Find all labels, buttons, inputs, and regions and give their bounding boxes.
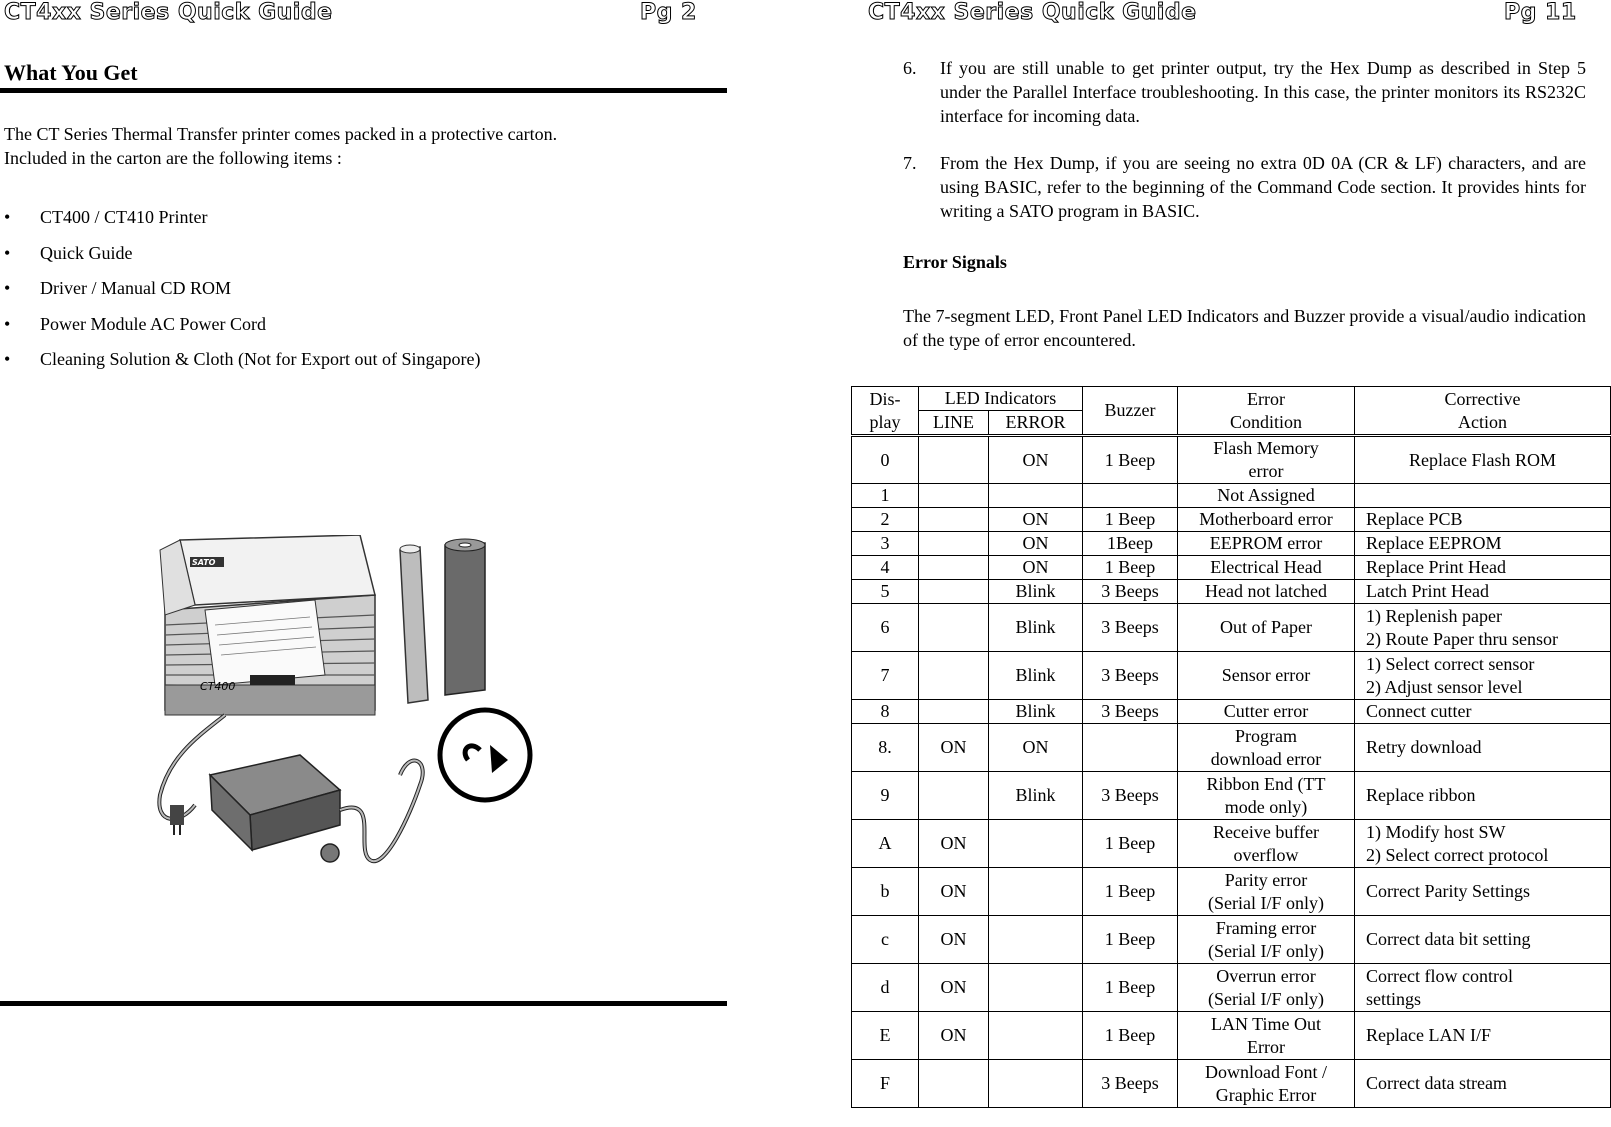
condition-line: (Serial I/F only)	[1208, 892, 1324, 913]
cell-buzzer: 3 Beeps	[1083, 652, 1178, 700]
cell-action	[1355, 556, 1611, 580]
table-row	[852, 1012, 1611, 1060]
cell-condition	[1178, 652, 1355, 700]
cell-condition	[1178, 868, 1355, 916]
condition-line: Not Assigned	[1217, 485, 1315, 505]
condition-line: overflow	[1233, 844, 1299, 865]
cell-buzzer: 1 Beep	[1083, 820, 1178, 868]
cell-display: 4	[852, 556, 919, 580]
condition-line: Flash Memory	[1213, 438, 1319, 458]
intro-text	[4, 122, 704, 170]
action-line: settings	[1366, 988, 1422, 1009]
cell-line	[919, 436, 989, 484]
bullet-icon: •	[4, 278, 11, 298]
cell-line	[919, 508, 989, 532]
error-signals-table	[851, 386, 1611, 1108]
action-line: Correct Parity Settings	[1366, 881, 1530, 901]
header-buzzer: Buzzer	[1083, 387, 1178, 436]
right-page-number: Pg 11	[1504, 0, 1577, 25]
table-row	[852, 868, 1611, 916]
cell-condition	[1178, 724, 1355, 772]
condition-line: Receive buffer	[1212, 821, 1320, 842]
table-row	[852, 724, 1611, 772]
cell-display: 2	[852, 508, 919, 532]
table-row	[852, 604, 1611, 652]
cell-condition	[1178, 1012, 1355, 1060]
action-line: 1) Replenish paper	[1366, 605, 1502, 626]
cell-line: ON	[919, 916, 989, 964]
table-row	[852, 484, 1611, 508]
step-text: From the Hex Dump, if you are seeing no extra 0D 0A (CR & LF) characters, and are using BASIC, refer to the beginning of the Command Code section. It provides hints for writing a SATO program in BASIC.	[940, 153, 1586, 221]
cell-action	[1355, 1060, 1611, 1108]
cell-condition	[1178, 556, 1355, 580]
action-line: 2) Route Paper thru sensor	[1366, 628, 1558, 649]
list-item	[4, 205, 480, 241]
item-label: Driver / Manual CD ROM	[40, 278, 231, 298]
cell-line	[919, 700, 989, 724]
condition-line: Overrun error	[1216, 965, 1316, 986]
header-error-condition: Error Condition	[1178, 387, 1355, 436]
cell-action	[1355, 604, 1611, 652]
cell-line: ON	[919, 868, 989, 916]
step-item	[903, 151, 1586, 223]
item-label: Power Module AC Power Cord	[40, 313, 266, 334]
header-line: LINE	[919, 411, 989, 436]
bullet-icon: •	[4, 242, 11, 263]
top-rule	[0, 88, 727, 93]
cell-buzzer: 1 Beep	[1083, 436, 1178, 484]
step-number: 7.	[903, 153, 917, 173]
cell-error: ON	[989, 724, 1083, 772]
condition-line: Ribbon End (TT	[1206, 773, 1326, 794]
cell-display: 0	[852, 436, 919, 484]
condition-line: Out of Paper	[1220, 617, 1312, 637]
cell-error	[989, 1012, 1083, 1060]
table-row	[852, 436, 1611, 484]
cell-display: A	[852, 820, 919, 868]
cell-line: ON	[919, 724, 989, 772]
cell-error: ON	[989, 556, 1083, 580]
error-signals-heading: Error Signals	[903, 252, 1007, 272]
table-row	[852, 556, 1611, 580]
cell-action	[1355, 724, 1611, 772]
power-module-icon	[159, 715, 422, 862]
list-item	[4, 241, 480, 277]
header-error: ERROR	[989, 411, 1083, 436]
cell-buzzer: 1 Beep	[1083, 916, 1178, 964]
condition-line: Program	[1235, 725, 1297, 746]
printer-kit-drawing	[140, 535, 570, 890]
step-item	[903, 56, 1586, 128]
table-row	[852, 532, 1611, 556]
cell-action	[1355, 868, 1611, 916]
cell-line	[919, 532, 989, 556]
action-line: Replace EEPROM	[1366, 533, 1502, 553]
action-line: 2) Select correct protocol	[1366, 844, 1549, 865]
cell-condition	[1178, 700, 1355, 724]
table-row	[852, 916, 1611, 964]
cell-action	[1355, 484, 1611, 508]
printer-model-text: CT400	[200, 680, 236, 693]
condition-line: error	[1248, 461, 1284, 481]
cell-line	[919, 556, 989, 580]
condition-line: (Serial I/F only)	[1208, 988, 1324, 1009]
package-contents-illustration	[140, 535, 570, 890]
cell-display: 1	[852, 484, 919, 508]
cell-condition	[1178, 436, 1355, 484]
cell-action	[1355, 652, 1611, 700]
table-row	[852, 772, 1611, 820]
cell-buzzer: 1 Beep	[1083, 556, 1178, 580]
cell-buzzer: 3 Beeps	[1083, 700, 1178, 724]
cell-line: ON	[919, 1012, 989, 1060]
condition-line: (Serial I/F only)	[1208, 940, 1324, 961]
table-row	[852, 1060, 1611, 1108]
cell-action	[1355, 436, 1611, 484]
bullet-icon: •	[4, 313, 11, 334]
action-line: Connect cutter	[1366, 701, 1472, 721]
header-led-indicators: LED Indicators	[919, 387, 1083, 411]
action-line: Replace ribbon	[1366, 785, 1476, 805]
condition-line: Framing error	[1215, 917, 1317, 938]
condition-line: download error	[1210, 748, 1322, 769]
cell-action	[1355, 532, 1611, 556]
action-line: Replace Flash ROM	[1409, 449, 1556, 470]
action-line: Replace Print Head	[1366, 557, 1506, 577]
cell-error: ON	[989, 532, 1083, 556]
condition-line: LAN Time Out	[1210, 1013, 1322, 1034]
list-item	[4, 347, 480, 383]
item-label: Cleaning Solution & Cloth (Not for Export out of Singapore)	[40, 349, 481, 369]
condition-line: Graphic Error	[1215, 1084, 1317, 1105]
intro-line: Included in the carton are the following items :	[4, 148, 342, 168]
item-label: Quick Guide	[40, 242, 133, 263]
cell-display: b	[852, 868, 919, 916]
left-page-number: Pg 2	[640, 0, 697, 25]
bullet-icon: •	[4, 207, 11, 227]
list-item	[4, 312, 480, 348]
condition-line: Parity error	[1224, 869, 1308, 890]
table-row	[852, 820, 1611, 868]
cell-action	[1355, 700, 1611, 724]
cell-condition	[1178, 532, 1355, 556]
cell-buzzer: 3 Beeps	[1083, 772, 1178, 820]
cell-error	[989, 964, 1083, 1012]
cell-buzzer	[1083, 724, 1178, 772]
table-row	[852, 652, 1611, 700]
cell-condition	[1178, 964, 1355, 1012]
cell-buzzer: 1 Beep	[1083, 964, 1178, 1012]
cell-display: 8.	[852, 724, 919, 772]
action-line: Latch Print Head	[1366, 581, 1489, 601]
cell-buzzer: 3 Beeps	[1083, 580, 1178, 604]
table-row	[852, 964, 1611, 1012]
action-line: Correct data stream	[1366, 1073, 1507, 1093]
cell-line	[919, 1060, 989, 1108]
step-text: If you are still unable to get printer output, try the Hex Dump as described in Step 5 under the Parallel Interface troubleshooting. In this case, the printer monitors its RS232C interface for incoming data.	[940, 58, 1586, 126]
cell-error: Blink	[989, 700, 1083, 724]
error-signals-description: The 7-segment LED, Front Panel LED Indicators and Buzzer provide a visual/audio indication of the type of error encountered.	[903, 306, 1586, 350]
cell-line	[919, 772, 989, 820]
cell-buzzer: 1Beep	[1083, 532, 1178, 556]
cell-action	[1355, 964, 1611, 1012]
troubleshooting-steps	[903, 56, 1586, 246]
condition-line: Error	[1247, 1036, 1285, 1057]
right-header-title: CT4xx Series Quick Guide	[868, 0, 1197, 25]
cell-display: 7	[852, 652, 919, 700]
condition-line: Sensor error	[1221, 665, 1311, 685]
action-line: Replace PCB	[1366, 509, 1463, 529]
cell-buzzer: 1 Beep	[1083, 508, 1178, 532]
ribbon-roll-icon	[400, 539, 485, 703]
cell-condition	[1178, 580, 1355, 604]
cell-buzzer: 1 Beep	[1083, 1012, 1178, 1060]
cell-line	[919, 652, 989, 700]
cell-line	[919, 604, 989, 652]
cell-condition	[1178, 508, 1355, 532]
list-item	[4, 276, 480, 312]
cell-condition	[1178, 484, 1355, 508]
section-title: What You Get	[4, 60, 138, 85]
header-corrective-action: Corrective Action	[1355, 387, 1611, 436]
cd-rom-icon	[440, 710, 530, 800]
cell-buzzer: 3 Beeps	[1083, 1060, 1178, 1108]
cell-condition	[1178, 820, 1355, 868]
cell-error: Blink	[989, 652, 1083, 700]
condition-line: Download Font /	[1204, 1061, 1327, 1082]
cell-line: ON	[919, 820, 989, 868]
table-row	[852, 508, 1611, 532]
cell-error: Blink	[989, 772, 1083, 820]
cell-condition	[1178, 1060, 1355, 1108]
cell-action	[1355, 508, 1611, 532]
condition-line: Cutter error	[1223, 701, 1309, 721]
cell-buzzer: 3 Beeps	[1083, 604, 1178, 652]
cell-error	[989, 1060, 1083, 1108]
cell-action	[1355, 772, 1611, 820]
table-header-row	[852, 387, 1611, 411]
cell-action	[1355, 820, 1611, 868]
item-label: CT400 / CT410 Printer	[40, 207, 208, 227]
cell-condition	[1178, 916, 1355, 964]
cell-error	[989, 868, 1083, 916]
cell-condition	[1178, 772, 1355, 820]
cell-error: ON	[989, 508, 1083, 532]
cell-display: c	[852, 916, 919, 964]
cell-error: Blink	[989, 580, 1083, 604]
cell-error: Blink	[989, 604, 1083, 652]
cell-display: 3	[852, 532, 919, 556]
cell-line: ON	[919, 964, 989, 1012]
table-row	[852, 700, 1611, 724]
intro-line: The CT Series Thermal Transfer printer comes packed in a protective carton.	[4, 124, 558, 144]
cell-action	[1355, 916, 1611, 964]
action-line: 1) Modify host SW	[1366, 821, 1506, 842]
condition-line: Head not latched	[1205, 581, 1327, 601]
action-line: 1) Select correct sensor	[1366, 653, 1535, 674]
cell-action	[1355, 580, 1611, 604]
left-header-title: CT4xx Series Quick Guide	[4, 0, 333, 25]
condition-line: mode only)	[1224, 796, 1308, 817]
bottom-rule	[0, 1001, 727, 1006]
cell-display: 6	[852, 604, 919, 652]
cell-buzzer	[1083, 484, 1178, 508]
cell-error	[989, 484, 1083, 508]
bullet-icon: •	[4, 349, 11, 369]
cell-display: 5	[852, 580, 919, 604]
header-display: Dis- play	[852, 387, 919, 436]
step-number: 6.	[903, 58, 917, 78]
cell-display: E	[852, 1012, 919, 1060]
cell-error: ON	[989, 436, 1083, 484]
action-line: Correct data bit setting	[1366, 929, 1531, 949]
sato-badge-text: SATO	[192, 558, 216, 567]
action-line: Retry download	[1366, 737, 1482, 757]
cell-display: 8	[852, 700, 919, 724]
action-line: Correct flow control	[1366, 965, 1513, 986]
cell-display: F	[852, 1060, 919, 1108]
condition-line: EEPROM error	[1209, 533, 1323, 553]
cell-buzzer: 1 Beep	[1083, 868, 1178, 916]
printer-icon	[160, 535, 375, 715]
contents-list	[4, 205, 480, 383]
condition-line: Electrical Head	[1210, 557, 1322, 577]
cell-line	[919, 580, 989, 604]
cell-display: d	[852, 964, 919, 1012]
cell-error	[989, 820, 1083, 868]
cell-action	[1355, 1012, 1611, 1060]
action-line: Replace LAN I/F	[1366, 1025, 1491, 1045]
cell-line	[919, 484, 989, 508]
condition-line: Motherboard error	[1199, 509, 1333, 529]
cell-condition	[1178, 604, 1355, 652]
table-row	[852, 580, 1611, 604]
cell-error	[989, 916, 1083, 964]
cell-display: 9	[852, 772, 919, 820]
action-line: 2) Adjust sensor level	[1366, 676, 1523, 697]
